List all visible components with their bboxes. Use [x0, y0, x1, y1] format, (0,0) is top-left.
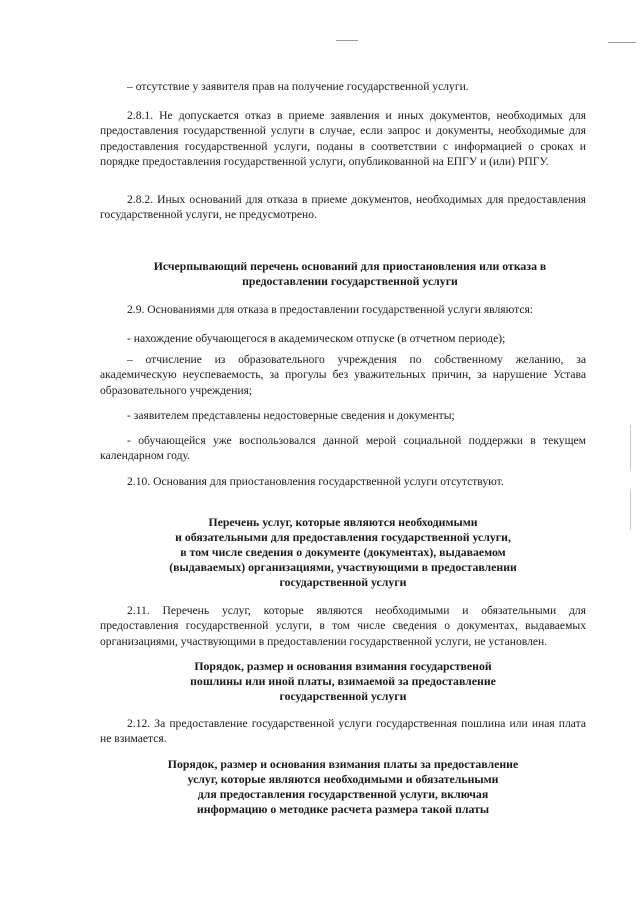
heading-line: Перечень услуг, которые являются необходимыми — [208, 515, 478, 529]
heading-line: для предоставления государственной услуги, включая — [197, 787, 489, 801]
paragraph-academic-leave: - нахождение обучающегося в академическом отпуске (в отчетном периоде); — [127, 332, 506, 345]
scan-edge-mark — [630, 490, 631, 530]
heading-line: (выдаваемых) организациями, участвующими в предоставлении — [169, 560, 517, 574]
scan-mark-top — [336, 40, 358, 41]
paragraph-2-12: 2.12. За предоставление государственной услуги государственная пошлина или иная плата не взимается. — [100, 717, 586, 746]
heading-line: информацию о методике расчета размера такой платы — [196, 802, 490, 816]
heading-line: государственной услуги — [279, 689, 407, 703]
paragraph-2-8-1: 2.8.1. Не допускается отказ в приеме заявления и иных документов, необходимых для предоставления государственной услуги в случае, если запрос и документы, необходимые для предоставления государственной услуги, поданы в соответствии с информацией о сроках и порядке предоставления государственной услуги, опубликованной на ЕПГУ и (или) РПГУ. — [100, 109, 586, 169]
heading-line: услуг, которые являются необходимыми и обязательными — [187, 772, 499, 786]
heading-refusal-grounds: Исчерпывающий перечень оснований для приостановления или отказа в предоставлении государственной услуги — [153, 259, 547, 289]
paragraph-2-8-2: 2.8.2. Иных оснований для отказа в приеме документов, необходимых для предоставления государственной услуги, не предусмотрено. — [100, 193, 586, 222]
paragraph-expulsion: – отчисление из образовательного учреждения по собственному желанию, за академическую неуспеваемость, за прогулы без уважительных причин, за нарушение Устава образовательного учреждения; — [100, 353, 586, 397]
heading-line: в том числе сведения о документе (документах), выдаваемом — [180, 545, 506, 559]
heading-line: государственной услуги — [279, 575, 407, 589]
paragraph-2-10: 2.10. Основания для приостановления государственной услуги отсутствуют. — [127, 475, 504, 488]
scan-edge-mark — [630, 425, 631, 470]
scan-mark-top-right — [608, 42, 636, 43]
paragraph-no-rights: – отсутствие у заявителя прав на получение государственной услуги. — [127, 80, 469, 93]
heading-line: Порядок, размер и основания взимания государственой — [194, 659, 492, 673]
paragraph-2-9: 2.9. Основаниями для отказа в предоставлении государственной услуги являются: — [127, 303, 534, 316]
paragraph-false-info: - заявителем представлены недостоверные сведения и документы; — [127, 409, 455, 422]
paragraph-already-used: - обучающейся уже воспользовался данной мерой социальной поддержки в текущем календарном году. — [100, 434, 586, 463]
heading-line: Порядок, размер и основания взимания платы за предоставление — [167, 757, 519, 771]
paragraph-2-11: 2.11. Перечень услуг, которые являются необходимыми и обязательными для предоставления государственной услуги, в том числе сведения о документах, выдаваемых организациями, участвующими в предоставлении государственной услуги, не установлен. — [100, 604, 586, 648]
heading-line: пошлины или иной платы, взимаемой за предоставление — [190, 674, 496, 688]
heading-line: и обязательными для предоставления государственной услуги, — [175, 530, 511, 544]
